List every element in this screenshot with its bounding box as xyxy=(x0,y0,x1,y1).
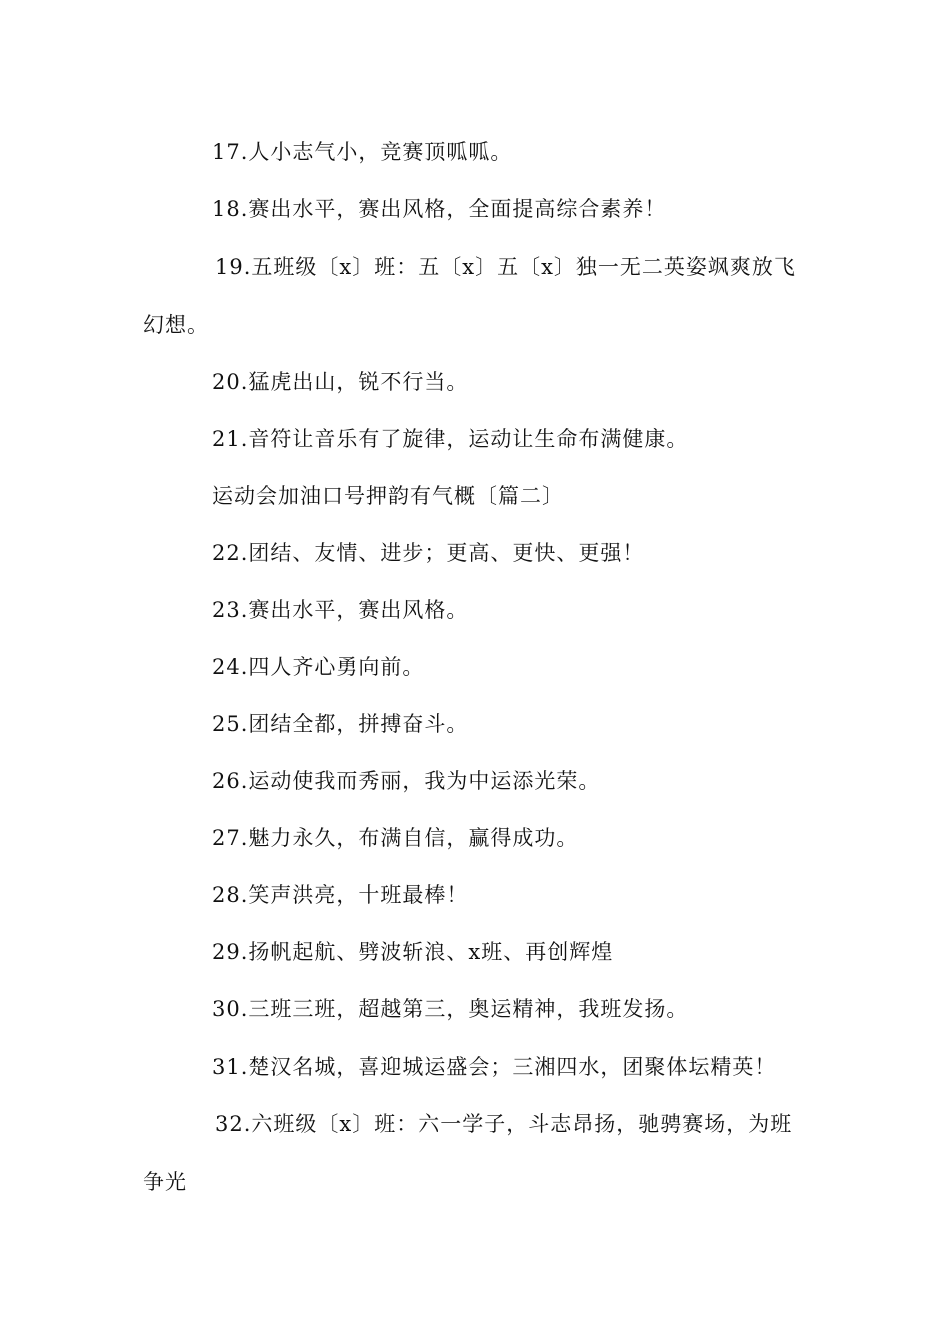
text-line-20: 20.猛虎出山，锐不行当。 xyxy=(212,370,469,394)
text-line-18: 18.赛出水平，赛出风格，全面提高综合素养！ xyxy=(212,197,667,221)
text-line-32-continued: 争光 xyxy=(143,1170,187,1194)
text-line-26: 26.运动使我而秀丽，我为中运添光荣。 xyxy=(212,769,601,793)
text-line-29: 29.扬帆起航、劈波斩浪、x班、再创辉煌 xyxy=(212,940,614,964)
text-line-32: 32.六班级〔x〕班：六一学子，斗志昂扬，驰骋赛场，为班 xyxy=(215,1112,793,1136)
text-line-28: 28.笑声洪亮，十班最棒！ xyxy=(212,883,469,907)
text-line-19: 19.五班级〔x〕班：五〔x〕五〔x〕独一无二英姿飒爽放飞 xyxy=(215,255,796,279)
text-line-22: 22.团结、友情、进步；更高、更快、更强！ xyxy=(212,541,645,565)
text-line-31: 31.楚汉名城，喜迎城运盛会；三湘四水，团聚体坛精英！ xyxy=(212,1055,777,1079)
text-line-24: 24.四人齐心勇向前。 xyxy=(212,655,425,679)
text-line-21: 21.音符让音乐有了旋律，运动让生命布满健康。 xyxy=(212,427,689,451)
text-line-19-continued: 幻想。 xyxy=(143,313,209,337)
text-line-30: 30.三班三班，超越第三，奥运精神，我班发扬。 xyxy=(212,997,689,1021)
text-line-25: 25.团结全都，拼搏奋斗。 xyxy=(212,712,469,736)
section-heading: 运动会加油口号押韵有气概〔篇二〕 xyxy=(212,484,564,508)
text-line-27: 27.魅力永久，布满自信，赢得成功。 xyxy=(212,826,579,850)
text-line-17: 17.人小志气小，竞赛顶呱呱。 xyxy=(212,140,513,164)
text-line-23: 23.赛出水平，赛出风格。 xyxy=(212,598,469,622)
